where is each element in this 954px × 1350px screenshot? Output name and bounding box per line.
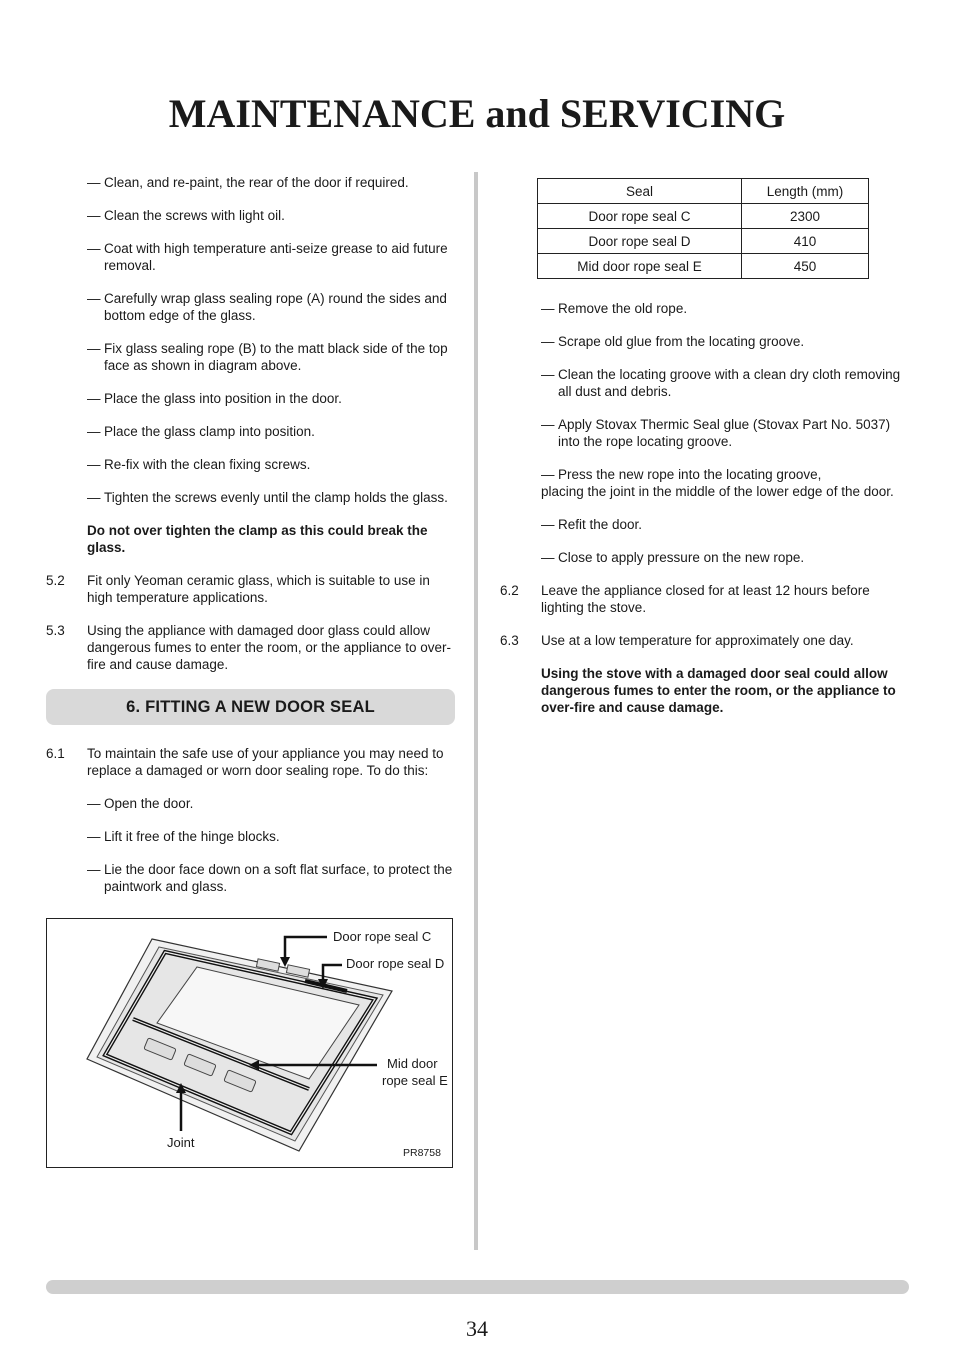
list-item: — Refit the door.: [541, 517, 643, 532]
table-header-row: [538, 179, 869, 204]
list-item: — Re-fix with the clean fixing screws.: [87, 457, 311, 472]
numbered-item-6-3: [500, 632, 904, 649]
table-cell: Door rope seal D: [538, 229, 742, 254]
table-row: [538, 254, 869, 279]
list-item: — Clean the locating groove with a clean dry cloth removing all dust and debris.: [541, 367, 901, 399]
item-number: 5.2: [46, 573, 65, 588]
list-item: — Close to apply pressure on the new rope.: [541, 550, 805, 565]
list-item: — Clean the screws with light oil.: [87, 208, 285, 223]
door-seal-diagram: [46, 918, 453, 1168]
numbered-item-5-2: [46, 572, 458, 606]
numbered-item-5-3: [46, 622, 458, 673]
column-divider: [474, 172, 478, 1250]
section-heading: 6. FITTING A NEW DOOR SEAL: [46, 689, 455, 725]
label-door-rope-seal-c: Door rope seal C: [333, 929, 432, 944]
figure-code: PR8758: [403, 1147, 441, 1159]
right-column: [500, 300, 904, 732]
table-header: Length (mm): [742, 179, 869, 204]
list-item: — Fix glass sealing rope (B) to the matt black side of the top face as shown in diagram above.: [87, 341, 448, 373]
list-item: — Remove the old rope.: [541, 301, 688, 316]
list-item: — Place the glass clamp into position.: [87, 424, 315, 439]
label-joint: Joint: [167, 1135, 195, 1150]
table-row: [538, 204, 869, 229]
label-mid-door-seal-line2: rope seal E: [382, 1073, 448, 1088]
label-mid-door-seal-line1: Mid door: [387, 1056, 438, 1071]
table-cell: Mid door rope seal E: [538, 254, 742, 279]
list-item: — Carefully wrap glass sealing rope (A) round the sides and bottom edge of the glass.: [87, 291, 447, 323]
item-text: Use at a low temperature for approximately one day.: [541, 633, 854, 648]
seal-warning: Using the stove with a damaged door seal could allow dangerous fumes to enter the room, or the appliance to over-fire and cause damage.: [541, 666, 896, 715]
table-cell: 2300: [742, 204, 869, 229]
list-item: — Apply Stovax Thermic Seal glue (Stovax Part No. 5037) into the rope locating groove.: [541, 417, 891, 449]
list-item: — Lift it free of the hinge blocks.: [87, 829, 280, 844]
list-item: — Tighten the screws evenly until the clamp holds the glass.: [87, 490, 448, 505]
list-item: — Lie the door face down on a soft flat surface, to protect the paintwork and glass.: [87, 862, 453, 894]
list-item: — Open the door.: [87, 796, 194, 811]
item-text: Leave the appliance closed for at least 12 hours before lighting the stove.: [541, 583, 870, 615]
item-text: Using the appliance with damaged door glass could allow dangerous fumes to enter the room, or the appliance to over-fire and cause damage.: [87, 623, 451, 672]
table-cell: 450: [742, 254, 869, 279]
item-number: 6.3: [500, 633, 519, 648]
table-cell: Door rope seal C: [538, 204, 742, 229]
page-title: MAINTENANCE and SERVICING: [168, 91, 786, 136]
page-number: 34: [466, 1316, 488, 1341]
item-number: 6.1: [46, 746, 65, 761]
item-text: To maintain the safe use of your appliance you may need to replace a damaged or worn door sealing rope. To do this:: [87, 746, 444, 778]
item-number: 5.3: [46, 623, 65, 638]
item-text: Fit only Yeoman ceramic glass, which is suitable to use in high temperature applications.: [87, 573, 430, 605]
numbered-item-6-2: [500, 582, 904, 616]
glass-warning: Do not over tighten the clamp as this could break the glass.: [87, 523, 428, 555]
item-number: 6.2: [500, 583, 519, 598]
list-item: — Place the glass into position in the door.: [87, 391, 342, 406]
list-item: — Clean, and re-paint, the rear of the door if required.: [87, 175, 409, 190]
seal-length-table: [537, 178, 869, 279]
label-door-rope-seal-d: Door rope seal D: [346, 956, 445, 971]
list-item: — Press the new rope into the locating groove, placing the joint in the middle of the lower edge of the door.: [541, 467, 894, 499]
footer-bar: [46, 1280, 909, 1294]
list-item: — Coat with high temperature anti-seize grease to aid future removal.: [87, 241, 448, 273]
numbered-item-6-1: [46, 745, 458, 779]
left-column: [46, 174, 458, 911]
table-cell: 410: [742, 229, 869, 254]
table-row: [538, 229, 869, 254]
table-header: Seal: [538, 179, 742, 204]
list-item: — Scrape old glue from the locating groove.: [541, 334, 805, 349]
